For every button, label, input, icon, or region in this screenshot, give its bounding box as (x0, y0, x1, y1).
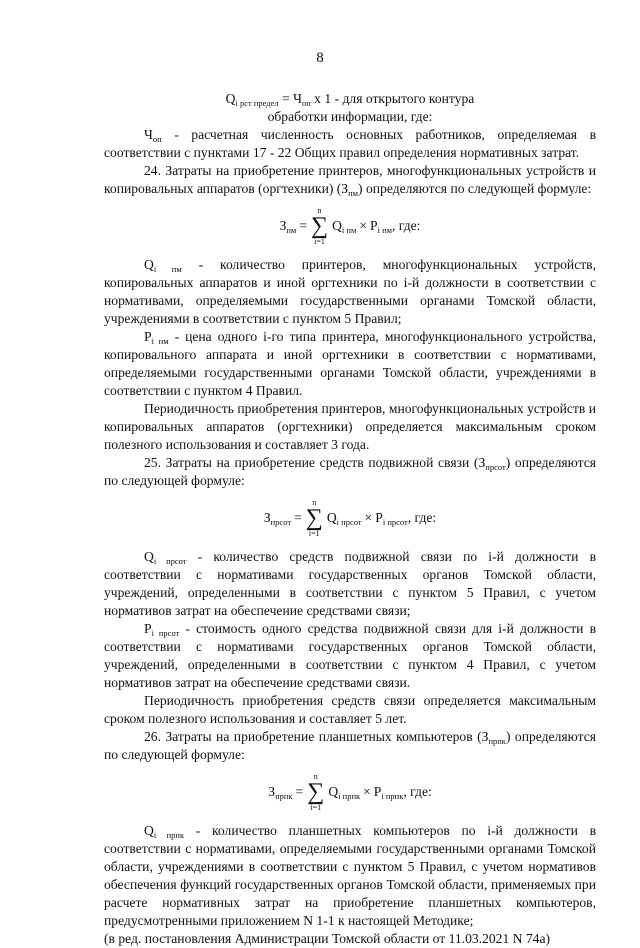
document-body (104, 90, 596, 948)
formula-subscript: i рст предел (235, 98, 279, 108)
definition-subscript: i прпк (153, 830, 185, 840)
header-formula-line2: обработки информации, где: (267, 109, 433, 124)
equals-sign: = (294, 510, 302, 525)
definition-symbol: P (144, 621, 152, 636)
definition-subscript: i пм (153, 264, 182, 274)
periodicity-25: Периодичность приобретения средств связи определяется максимальным сроком полезного использования и составляет 5 лет. (104, 693, 596, 726)
definition-24-p (104, 328, 596, 400)
paragraph-26 (104, 728, 596, 764)
formula-lhs: З (279, 218, 287, 233)
amendment-note: (в ред. постановления Администрации Томской области от 11.03.2021 N 74а) (104, 931, 551, 946)
sigma-icon: ∑ (310, 213, 329, 239)
paragraph-text: ) определяются по следующей формуле: (358, 181, 592, 196)
definition-text: - количество средств подвижной связи по i-й должности в соответствии с нормативами государственных органов Томской области, учреждений, определенными в соответствии с пунктом 5 Правил, с учетом нормативов затрат на обеспечение средствами связи; (104, 549, 596, 618)
definition-text: - количество принтеров, многофункциональных устройств, копировальных аппаратов и иной оргтехники по i-й должности в соответствии с нормативами, определяемыми государственными органами Томской области, учреждениями в соответствии с пунктом 5 Правил; (104, 257, 596, 326)
definition-25-p (104, 620, 596, 692)
formula-tail: , где: (403, 784, 432, 799)
paragraph-subscript: пм (348, 188, 359, 198)
sum-symbol (311, 206, 328, 246)
definition-symbol: P (144, 329, 152, 344)
paragraph-24 (104, 162, 596, 198)
definition-symbol: Q (144, 257, 154, 272)
definition-text: - количество планшетных компьютеров по i-й должности в соответствии с нормативами, определяемыми государственными органами Томской области, учреждениями в соответствии с пунктом 5 Правил, с учетом нормативов обеспечения функций государственных органов Томской области, применяемых при расчете нормативных затрат на приобретение планшетных компьютеров, предусмотренными приложением N 1-1 к настоящей Методике; (104, 823, 596, 928)
definition-subscript: i пм (151, 336, 169, 346)
definition-subscript: i прсот (151, 628, 180, 638)
sum-lower-limit: i=1 (308, 529, 320, 538)
formula-subscript: оп (301, 98, 311, 108)
formula-q: Q (328, 784, 339, 799)
formula-tail: , где: (392, 218, 421, 233)
formula-subscript: прпк (275, 791, 293, 801)
formula-subscript: i прпк (381, 791, 404, 801)
formula-25 (104, 498, 596, 538)
formula-lhs: З (268, 784, 276, 799)
sum-symbol (307, 772, 324, 812)
definition-25-q (104, 548, 596, 620)
formula-lhs: З (263, 510, 271, 525)
paragraph-text: ) определяются по следующей формуле: (104, 729, 596, 762)
sum-lower-limit: i=1 (314, 237, 325, 246)
sum-lower-limit: i=1 (310, 803, 322, 812)
formula-p: P (370, 218, 378, 233)
formula-q: Q (332, 218, 342, 233)
equals-sign: = (295, 784, 304, 799)
header-formula (104, 90, 596, 108)
formula-26 (104, 772, 596, 812)
times-sign: × (359, 218, 368, 233)
formula-subscript: i прсот (336, 517, 362, 527)
definition-symbol: Ч (144, 127, 153, 142)
formula-tail: , где: (407, 510, 437, 525)
definition-symbol: Q (144, 549, 154, 564)
definition-text: - цена одного i-го типа принтера, многофункционального устройства, копировального аппарата и иной оргтехники в соответствии с нормативами, определяемыми государственными органами Томской области, учреждениями в соответствии с пунктом 4 Правил. (104, 329, 596, 398)
paragraph-subscript: прсот (485, 462, 506, 472)
page-number: 8 (316, 50, 324, 66)
formula-subscript: i прпк (338, 791, 361, 801)
definition-subscript: i прсот (153, 556, 187, 566)
paragraph-text: 25. Затраты на приобретение средств подвижной связи (З (144, 455, 486, 470)
definition-24-q (104, 256, 596, 328)
definition-text: - стоимость одного средства подвижной связи для i-й должности в соответствии с нормативами государственных органов Томской области, учреждений, определенными в соответствии с пунктом 4 Правил, с учетом нормативов затрат на обеспечение средствами связи. (104, 621, 596, 690)
paragraph-text: 24. Затраты на приобретение принтеров, многофункциональных устройств и копировальных аппаратов (оргтехники) (З (104, 163, 596, 196)
sum-upper-limit: n (317, 206, 322, 215)
definition-symbol: Q (144, 823, 154, 838)
paragraph-subscript: прпк (488, 736, 506, 746)
formula-subscript: i прсот (382, 517, 408, 527)
definition-text: - расчетная численность основных работников, определяемая в соответствии с пунктами 17 - 22 Общих правил определения нормативных затрат. (104, 127, 596, 160)
sum-upper-limit: n (313, 772, 318, 781)
formula-subscript: i пм (377, 225, 392, 235)
sum-upper-limit: n (312, 498, 317, 507)
times-sign: × (363, 784, 371, 799)
definition-subscript: оп (152, 134, 162, 144)
formula-symbol: Q (225, 91, 236, 106)
paragraph-text: ) определяются по следующей формуле: (104, 455, 596, 488)
definition-chop (104, 126, 596, 162)
formula-q: Q (326, 510, 337, 525)
definition-26-q (104, 822, 596, 930)
sum-symbol (306, 498, 323, 538)
formula-subscript: пм (286, 225, 297, 235)
formula-p: P (375, 510, 383, 525)
times-sign: × (364, 510, 373, 525)
formula-symbol: = Ч (278, 91, 302, 106)
formula-subscript: i пм (341, 225, 357, 235)
formula-24 (104, 206, 596, 246)
sigma-icon: ∑ (305, 505, 323, 531)
formula-text: х 1 - для открытого контура (310, 91, 475, 106)
periodicity-24: Периодичность приобретения принтеров, многофункциональных устройств и копировальных аппаратов (оргтехники) определяется максимальным сроком полезного использования и составляет 3 года. (104, 401, 596, 452)
paragraph-25 (104, 454, 596, 490)
formula-subscript: прсот (270, 517, 292, 527)
formula-p: P (373, 784, 382, 799)
sigma-icon: ∑ (307, 779, 325, 805)
equals-sign: = (299, 218, 307, 233)
paragraph-text: 26. Затраты на приобретение планшетных компьютеров (З (144, 729, 489, 744)
